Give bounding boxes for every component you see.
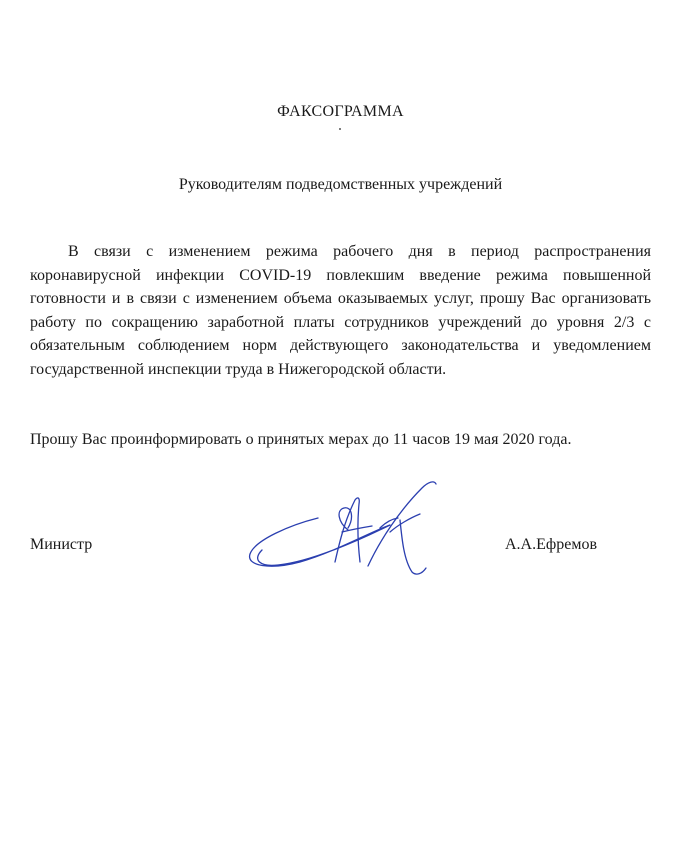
document-title: ФАКСОГРАММА [277,103,404,120]
request-paragraph: Прошу Вас проинформировать о принятых мерах до 11 часов 19 мая 2020 года. [30,431,572,448]
body-paragraph: В связи с изменением режима рабочего дня в период распространения коронавирусной инфекции COVID-19 повлекшим введение режима повышенной готовности и в связи с изменением объема оказываемых услуг, прошу Вас организовать работу по сокращению заработной платы сотрудников учреждений до уровня 2/3 с обязательным соблюдением норм действующего законодательства и уведомлением государственной инспекции труда в Нижегородской области. [30,243,651,378]
signer-position: Министр [30,536,93,553]
title-dot [339,128,341,130]
handwritten-signature [240,470,480,580]
addressee-line: Руководителям подведомственных учреждений [178,176,503,193]
signer-name: А.А.Ефремов [505,536,598,553]
